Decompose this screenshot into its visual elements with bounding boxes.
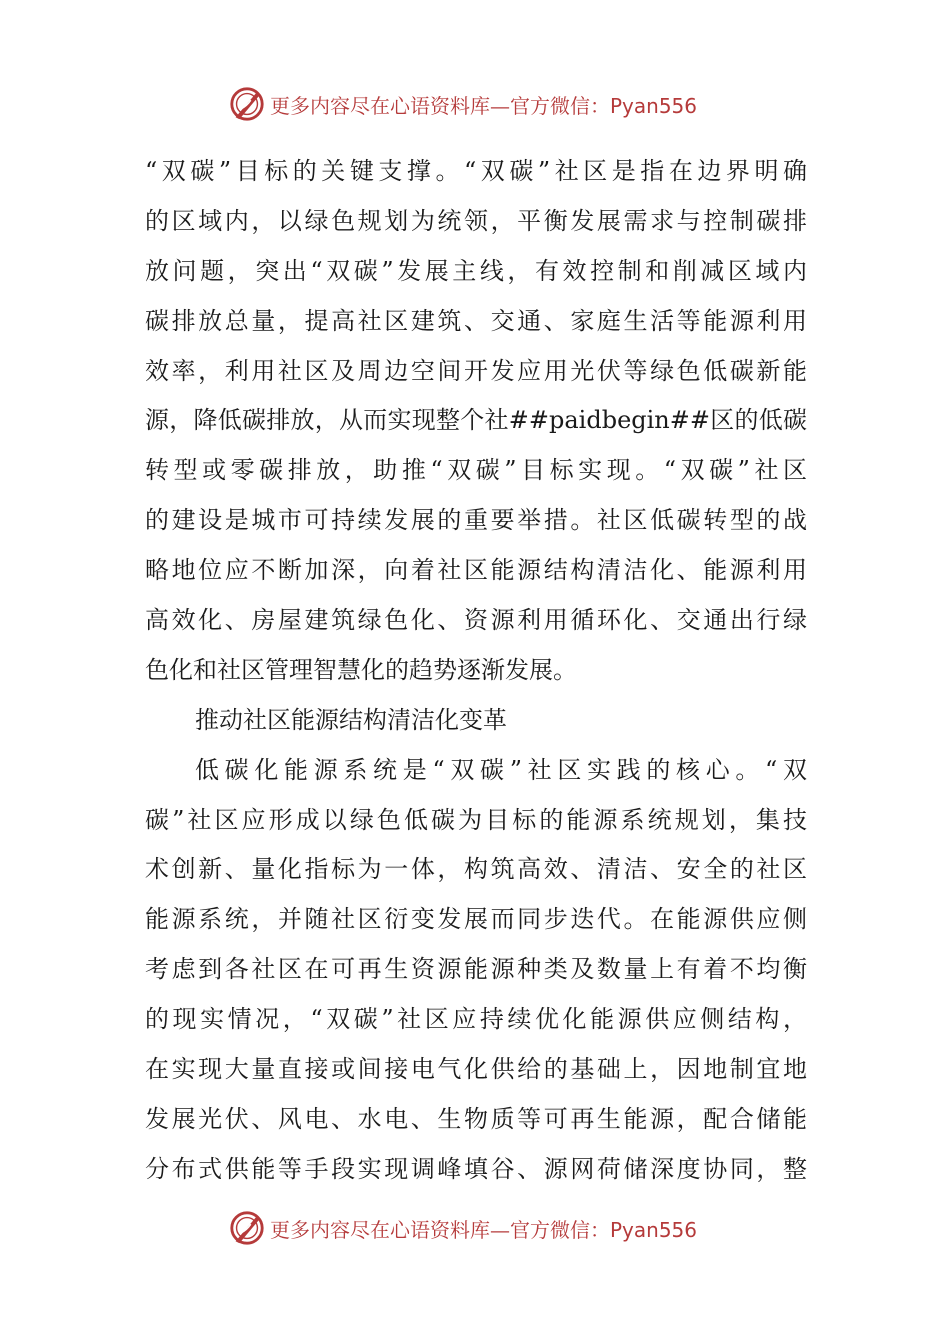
text-line: 碳排放总量，提高社区建筑、交通、家庭生活等能源利用	[145, 306, 807, 335]
text-line: 效率，利用社区及周边空间开发应用光伏等绿色低碳新能	[145, 356, 807, 385]
document-body	[145, 147, 807, 1195]
text-line: 的建设是城市可持续发展的重要举措。社区低碳转型的战	[145, 506, 807, 535]
text-line: 在实现大量直接或间接电气化供给的基础上，因地制宜地	[145, 1055, 807, 1084]
text-line: 考虑到各社区在可再生资源能源种类及数量上有着不均衡	[145, 955, 807, 984]
section-heading: 推动社区能源结构清洁化变革	[195, 705, 507, 734]
banner-text-cn: 更多内容尽在心语资料库—官方微信：	[270, 93, 610, 118]
quill-seal-logo-icon	[228, 85, 266, 123]
footer-watermark-banner	[228, 1208, 697, 1248]
quill-seal-logo-icon	[228, 1209, 266, 1247]
text-line: 术创新、量化指标为一体，构筑高效、清洁、安全的社区	[145, 855, 807, 884]
banner-text	[270, 90, 697, 119]
banner-wechat-id: Pyan556	[610, 93, 698, 118]
text-line: 色化和社区管理智慧化的趋势逐渐发展。	[145, 655, 577, 684]
banner-text	[270, 1214, 697, 1243]
text-line: 高效化、房屋建筑绿色化、资源利用循环化、交通出行绿	[145, 606, 807, 635]
text-line: 的现实情况，“双碳”社区应持续优化能源供应侧结构，	[145, 1005, 807, 1034]
text-line: 的区域内，以绿色规划为统领，平衡发展需求与控制碳排	[145, 206, 807, 235]
text-line: 低碳化能源系统是“双碳”社区实践的核心。“双	[195, 755, 807, 784]
text-line: 略地位应不断加深，向着社区能源结构清洁化、能源利用	[145, 556, 807, 585]
banner-text-cn: 更多内容尽在心语资料库—官方微信：	[270, 1217, 610, 1242]
text-line: 能源系统，并随社区衍变发展而同步迭代。在能源供应侧	[145, 905, 807, 934]
text-line: 分布式供能等手段实现调峰填谷、源网荷储深度协同，整	[145, 1154, 807, 1183]
banner-wechat-id: Pyan556	[610, 1217, 698, 1242]
text-line: 源，降低碳排放，从而实现整个社##paidbegin##区的低碳	[145, 406, 807, 435]
text-line: 发展光伏、风电、水电、生物质等可再生能源，配合储能	[145, 1104, 807, 1133]
text-line: 转型或零碳排放，助推“双碳”目标实现。“双碳”社区	[145, 456, 807, 485]
text-line: 碳”社区应形成以绿色低碳为目标的能源系统规划，集技	[145, 805, 807, 834]
text-line: “双碳”目标的关键支撑。“双碳”社区是指在边界明确	[145, 157, 807, 185]
text-line: 放问题，突出“双碳”发展主线，有效控制和削减区域内	[145, 256, 807, 285]
header-watermark-banner	[228, 84, 697, 124]
